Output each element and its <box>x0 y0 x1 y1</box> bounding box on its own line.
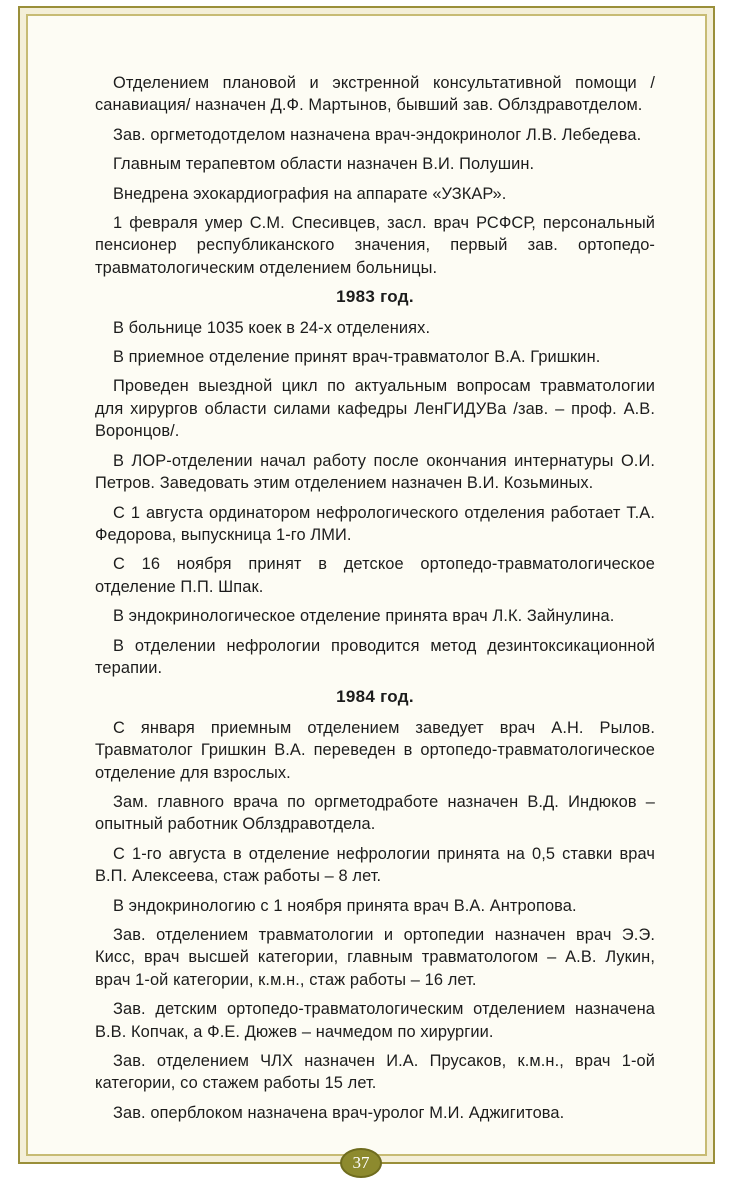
paragraph: В ЛОР-отделении начал работу после окончания интернатуры О.И. Петров. Заведовать этим отделением назначен В.И. Козьминых. <box>95 451 655 493</box>
paragraph: Отделением плановой и экстренной консультативной помощи /санавиация/ назначен Д.Ф. Мартынов, бывший зав. Облздравотделом. <box>95 74 655 115</box>
paragraph: 1 февраля умер С.М. Спесивцев, засл. врач РСФСР, персональный пенсионер республиканского значения, первый зав. ортопедо-травматологическим отделением больницы. <box>95 214 655 277</box>
paragraph: Зав. оргметодотделом назначена врач-эндокринолог Л.В. Лебедева. <box>113 125 642 144</box>
year-heading-1983: 1983 год. <box>336 287 414 307</box>
document-body <box>95 72 655 1131</box>
paragraph: В больнице 1035 коек в 24-х отделениях. <box>113 318 431 337</box>
page-number-badge: 37 <box>340 1148 382 1178</box>
paragraph: В эндокринологию с 1 ноября принята врач В.А. Антропова. <box>113 896 577 915</box>
paragraph: Зам. главного врача по оргметодработе назначен В.Д. Индюков – опытный работник Облздравотдела. <box>95 792 655 834</box>
paragraph: С 1 августа ординатором нефрологического отделения работает Т.А. Федорова, выпускница 1-го ЛМИ. <box>95 503 655 544</box>
paragraph: В эндокринологическое отделение принята врач Л.К. Зайнулина. <box>113 607 615 626</box>
paragraph: С 1-го августа в отделение нефрологии принята на 0,5 ставки врач В.П. Алексеева, стаж работы – 8 лет. <box>95 844 655 886</box>
paragraph: Зав. отделением травматологии и ортопедии назначен врач Э.Э. Кисс, врач высшей категории, главным травматологом – А.В. Лукин, врач 1-ой категории, к.м.н., стаж работы – 16 лет. <box>95 926 655 989</box>
paragraph: Главным терапевтом области назначен В.И. Полушин. <box>113 155 535 174</box>
paragraph: Проведен выездной цикл по актуальным вопросам травматологии для хирургов области силами кафедры ЛенГИДУВа /зав. – проф. А.В. Воронцов/. <box>95 377 655 441</box>
paragraph: Зав. отделением ЧЛХ назначен И.А. Прусаков, к.м.н., врач 1-ой категории, со стажем работы 15 лет. <box>95 1052 655 1093</box>
paragraph: В приемное отделение принят врач-травматолог В.А. Гришкин. <box>113 348 601 367</box>
paragraph: С января приемным отделением заведует врач А.Н. Рылов. Травматолог Гришкин В.А. переведен в ортопедо-травматологическое отделение для взрослых. <box>95 718 655 782</box>
paragraph: В отделении нефрологии проводится метод дезинтоксикационной терапии. <box>95 636 655 677</box>
paragraph: Зав. детским ортопедо-травматологическим отделением назначена В.В. Копчак, а Ф.Е. Дюжев – начмедом по хирургии. <box>95 1000 655 1041</box>
paragraph: Зав. оперблоком назначена врач-уролог М.И. Аджигитова. <box>113 1103 565 1122</box>
year-heading-1984: 1984 год. <box>336 687 414 707</box>
paragraph: Внедрена эхокардиография на аппарате «УЗКАР». <box>113 184 507 203</box>
paragraph: С 16 ноября принят в детское ортопедо-травматологическое отделение П.П. Шпак. <box>95 555 655 596</box>
